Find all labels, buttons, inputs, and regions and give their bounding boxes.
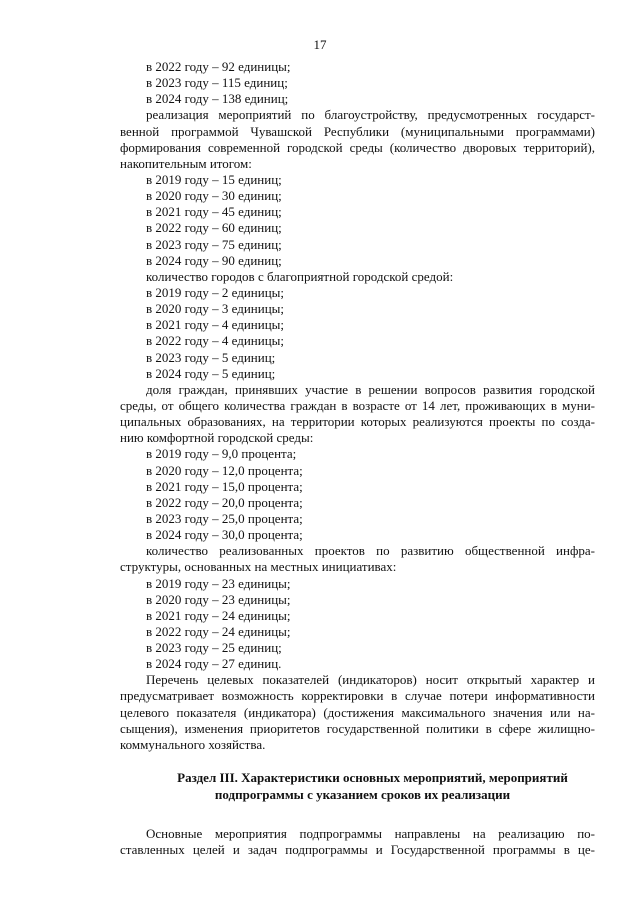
page-number: 17 [313,37,327,52]
text-line: венной программой Чувашской Республики (муниципальными программами) [120,123,595,139]
list-item: в 2021 году – 24 единицы; [146,607,291,623]
text-line: ципальных образованиях, на территории которых реализуются проекты по созда- [120,414,595,430]
list-item: в 2022 году – 4 единицы; [146,333,285,349]
list-item: в 2019 году – 2 единицы; [146,284,285,300]
list-item: в 2024 году – 30,0 процента; [146,527,303,543]
text-line: нию комфортной городской среды: [120,430,314,446]
page-content [120,59,595,858]
list-item: в 2019 году – 9,0 процента; [146,446,297,462]
text-line: реализация мероприятий по благоустройству, предусмотренных государст- [146,107,595,123]
list-item: в 2024 году – 138 единиц; [146,91,289,107]
text-line: коммунального хозяйства. [120,736,266,752]
text-line: накопительным итогом: [120,155,252,171]
list-item: в 2022 году – 60 единиц; [146,220,282,236]
list-item: в 2023 году – 5 единиц; [146,349,276,365]
list-item: в 2019 году – 15 единиц; [146,171,282,187]
text-line: среды, от общего количества граждан в возрасте от 14 лет, проживающих в муни- [120,397,595,413]
list-item: в 2022 году – 24 единицы; [146,623,291,639]
list-item: в 2023 году – 25 единиц; [146,640,282,656]
text-line: количество реализованных проектов по развитию общественной инфра- [146,543,595,559]
intro-text-line: ставленных целей и задач подпрограммы и Государственной программы в це- [120,842,595,858]
text-line: целевого показателя (индикатора) (достижения максимального значения или на- [120,704,595,720]
text-line: сыщения), изменения приоритетов государственной политики в сфере жилищно- [120,720,595,736]
list-item: в 2021 году – 45 единиц; [146,204,282,220]
list-item: в 2023 году – 25,0 процента; [146,510,303,526]
list-item: в 2024 году – 27 единиц. [146,656,282,672]
text-line: доля граждан, принявших участие в решении вопросов развития городской [146,381,595,397]
list-item: в 2024 году – 5 единиц; [146,365,276,381]
list-item: в 2020 году – 23 единицы; [146,591,291,607]
section-heading [120,770,595,803]
text-line: предусматривает возможность корректировки в случае потери информативности [120,688,595,704]
list-item: в 2024 году – 90 единиц; [146,252,282,268]
list-item: в 2022 году – 20,0 процента; [146,494,303,510]
text-line: структуры, основанных на местных инициативах: [120,559,397,575]
list-item: в 2023 году – 75 единиц; [146,236,282,252]
list-item: в 2020 году – 3 единицы; [146,301,285,317]
intro-text-line: Основные мероприятия подпрограммы направлены на реализацию по- [146,826,595,842]
list-item: в 2021 году – 15,0 процента; [146,478,303,494]
text-line: количество городов с благоприятной городской средой: [146,268,454,284]
list-item: в 2022 году – 92 единицы; [146,59,291,74]
body-text [120,59,595,753]
text-line: формирования современной городской среды (количество дворовых территорий), [120,139,595,155]
list-item: в 2020 году – 30 единиц; [146,188,282,204]
section-heading-line-2: подпрограммы с указанием сроков их реализации [214,786,511,802]
section-intro-text [120,826,595,858]
text-line: Перечень целевых показателей (индикаторов) носит открытый характер и [146,672,595,688]
section-heading-line-1: Раздел III. Характеристики основных мероприятий, мероприятий [177,770,568,786]
list-item: в 2023 году – 115 единиц; [146,75,288,91]
list-item: в 2019 году – 23 единицы; [146,575,291,591]
list-item: в 2020 году – 12,0 процента; [146,462,303,478]
list-item: в 2021 году – 4 единицы; [146,317,285,333]
